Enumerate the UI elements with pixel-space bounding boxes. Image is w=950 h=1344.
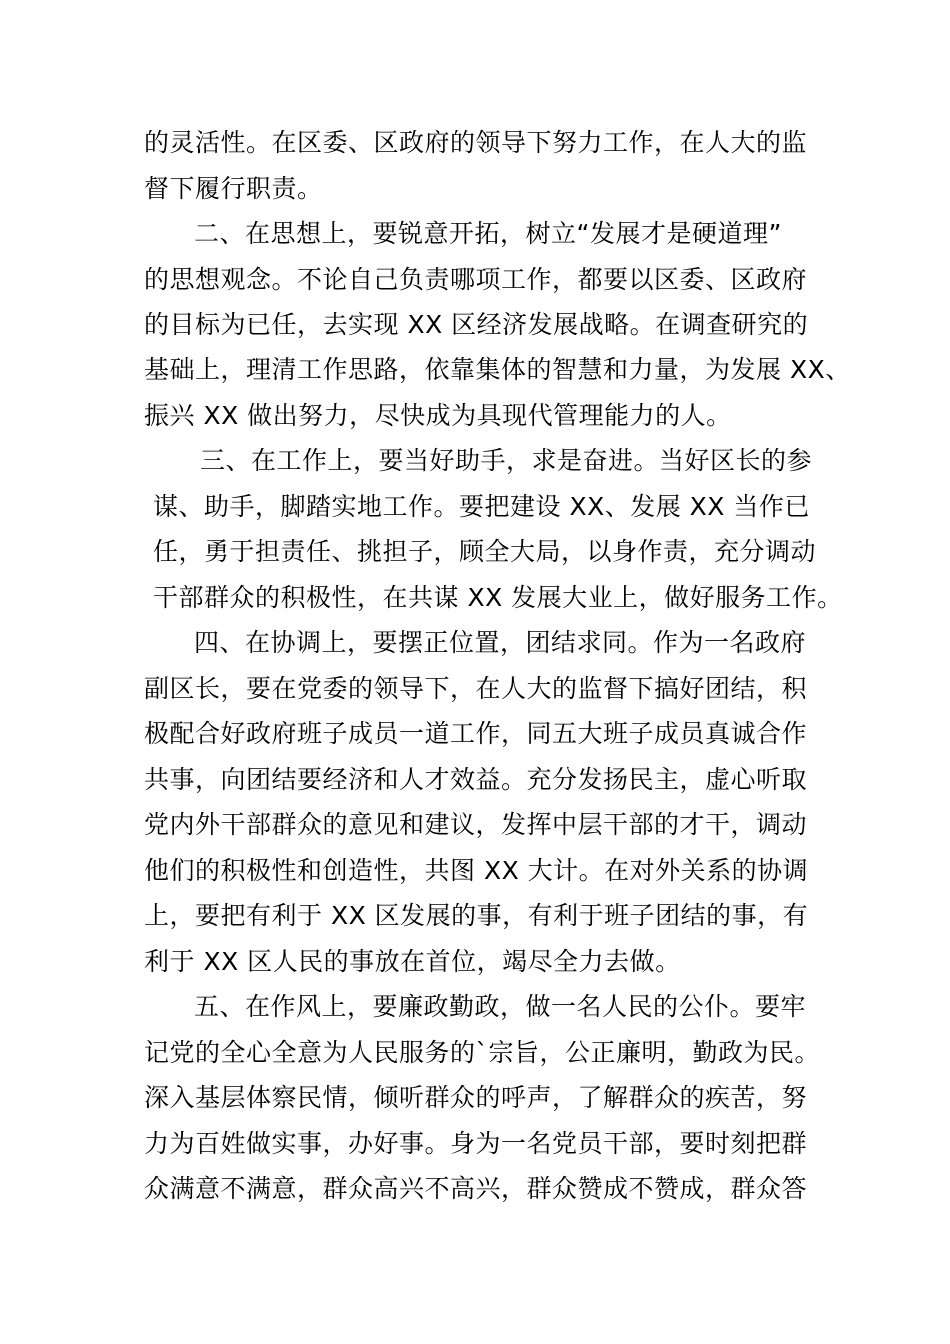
text-line: 谋、助手，脚踏实地工作。要把建设 XX、发展 XX 当作已: [153, 492, 810, 521]
text-line: 力为百姓做实事，办好事。身为一名党员干部，要时刻把群: [144, 1129, 808, 1158]
text-line: 副区长，要在党委的领导下，在人大的监督下搞好团结，积: [144, 674, 808, 703]
text-line: 极配合好政府班子成员一道工作，同五大班子成员真诚合作: [144, 719, 808, 748]
text-line: 利于 XX 区人民的事放在首位，竭尽全力去做。: [144, 947, 681, 976]
text-line: 振兴 XX 做出努力，尽快成为具现代管理能力的人。: [144, 401, 732, 430]
text-line: 众满意不满意，群众高兴不高兴，群众赞成不赞成，群众答: [144, 1174, 808, 1203]
text-line: 的思想观念。不论自己负责哪项工作，都要以区委、区政府: [144, 265, 808, 294]
text-line: 任，勇于担责任、挑担子，顾全大局，以身作责，充分调动: [153, 537, 817, 566]
text-line: 他们的积极性和创造性，共图 XX 大计。在对外关系的协调: [144, 856, 809, 885]
text-line: 基础上，理清工作思路，依靠集体的智慧和力量，为发展 XX、: [144, 355, 851, 384]
text-line: 二、在思想上，要锐意开拓，树立“发展才是硬道理”: [194, 219, 782, 248]
text-line: 干部群众的积极性，在共谋 XX 发展大业上，做好服务工作。: [153, 583, 843, 612]
text-line: 共事，向团结要经济和人才效益。充分发扬民主，虚心听取: [144, 765, 808, 794]
text-line: 的目标为已任，去实现 XX 区经济发展战略。在调查研究的: [144, 310, 809, 339]
text-line: 四、在协调上，要摆正位置，团结求同。作为一名政府: [194, 628, 807, 657]
text-line: 深入基层体察民情，倾听群众的呼声，了解群众的疾苦，努: [144, 1083, 808, 1112]
text-line: 督下履行职责。: [144, 174, 323, 203]
text-line: 记党的全心全意为人民服务的`宗旨，公正廉明，勤政为民。: [144, 1038, 821, 1067]
text-line: 上，要把有利于 XX 区发展的事，有利于班子团结的事，有: [144, 901, 809, 930]
text-line: 五、在作风上，要廉政勤政，做一名人民的公仆。要牢: [194, 992, 807, 1021]
text-line: 的灵活性。在区委、区政府的领导下努力工作，在人大的监: [144, 128, 808, 157]
text-line: 党内外干部群众的意见和建议，发挥中层干部的才干，调动: [144, 810, 808, 839]
text-line: 三、在工作上，要当好助手，求是奋进。当好区长的参: [200, 446, 813, 475]
